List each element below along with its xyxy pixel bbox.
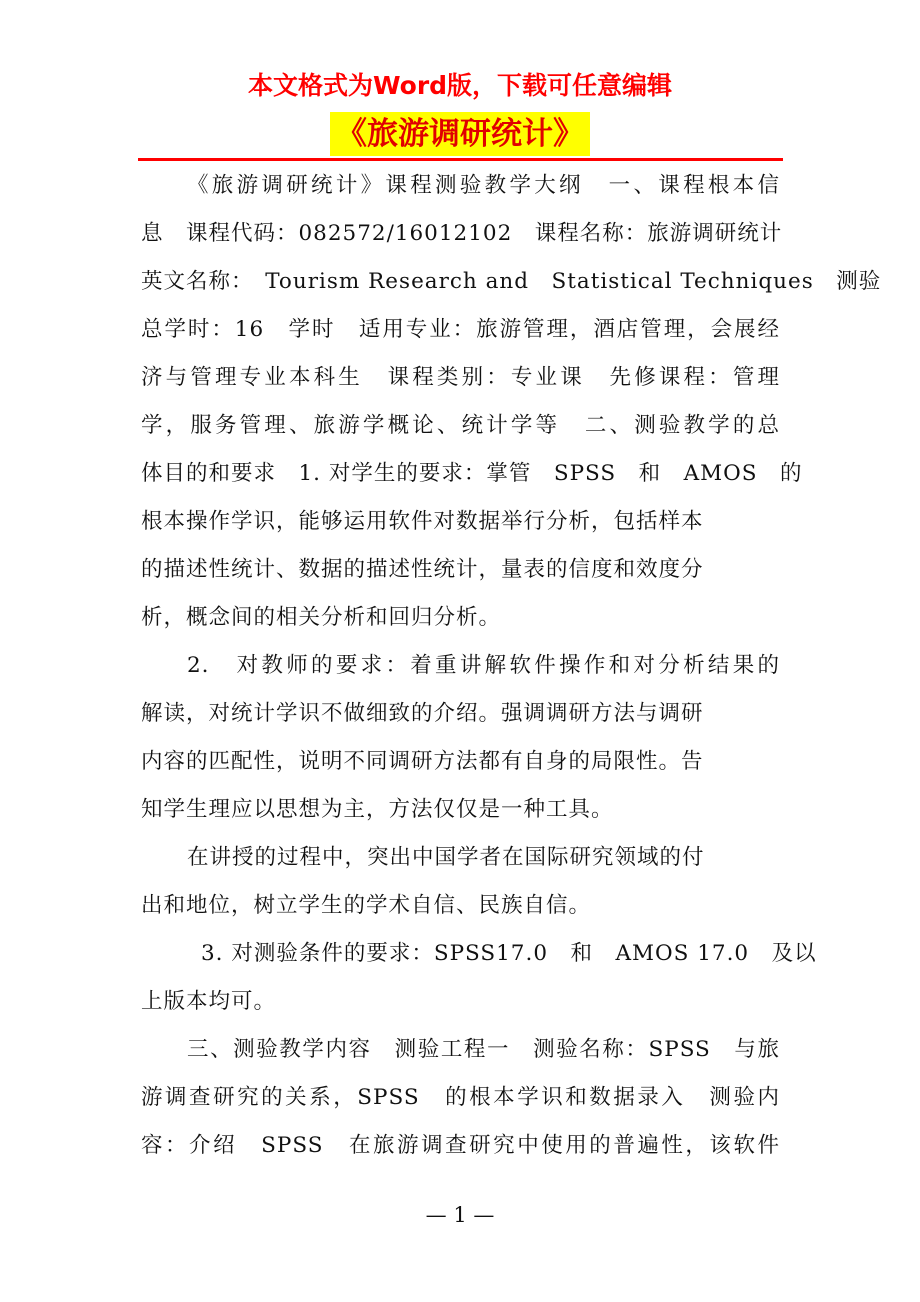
text-line: 内容的匹配性，说明不同调研方法都有自身的局限性。告 bbox=[141, 749, 704, 774]
text-line: 2. 对教师的要求：着重讲解软件操作和对分析结果的 bbox=[187, 653, 780, 678]
title-container bbox=[0, 112, 920, 156]
text-line: 总学时：16 学时 适用专业：旅游管理，酒店管理，会展经 bbox=[141, 317, 780, 342]
text-line: 《旅游调研统计》课程测验教学大纲 一、课程根本信 bbox=[187, 173, 780, 198]
text-line: 知学生理应以思想为主，方法仅仅是一种工具。 bbox=[141, 797, 614, 822]
text-line: 游调查研究的关系，SPSS 的根本学识和数据录入 测验内 bbox=[141, 1085, 780, 1110]
text-line: 容：介绍 SPSS 在旅游调查研究中使用的普遍性，该软件 bbox=[141, 1133, 780, 1158]
text-line: 英文名称： Tourism Research and Statistical Techniques 测验 bbox=[141, 269, 882, 294]
text-line: 解读，对统计学识不做细致的介绍。强调调研方法与调研 bbox=[141, 701, 704, 726]
text-line: 体目的和要求 1. 对学生的要求：掌管 SPSS 和 AMOS 的 bbox=[141, 461, 803, 486]
text-line: 上版本均可。 bbox=[141, 989, 277, 1014]
text-line: 3. 对测验条件的要求：SPSS17.0 和 AMOS 17.0 及以 bbox=[201, 941, 817, 966]
text-line: 根本操作学识，能够运用软件对数据举行分析，包括样本 bbox=[141, 509, 704, 534]
format-notice: 本文格式为Word版，下载可任意编辑 bbox=[247, 71, 673, 100]
title-divider bbox=[138, 158, 783, 161]
text-line: 出和地位，树立学生的学术自信、民族自信。 bbox=[141, 893, 592, 918]
document-title: 《旅游调研统计》 bbox=[330, 112, 590, 156]
page-number: — 1 — bbox=[425, 1203, 495, 1227]
text-line: 析，概念间的相关分析和回归分析。 bbox=[141, 605, 502, 630]
text-line: 三、测验教学内容 测验工程一 测验名称：SPSS 与旅 bbox=[187, 1037, 780, 1062]
text-line: 的描述性统计、数据的描述性统计，量表的信度和效度分 bbox=[141, 557, 704, 582]
text-line: 在讲授的过程中，突出中国学者在国际研究领域的付 bbox=[187, 845, 705, 870]
text-line: 学，服务管理、旅游学概论、统计学等 二、测验教学的总 bbox=[141, 413, 780, 438]
text-line: 济与管理专业本科生 课程类别：专业课 先修课程：管理 bbox=[141, 365, 780, 390]
document-body bbox=[141, 166, 882, 1174]
text-line: 息 课程代码：082572/16012102 课程名称：旅游调研统计 bbox=[141, 221, 783, 246]
